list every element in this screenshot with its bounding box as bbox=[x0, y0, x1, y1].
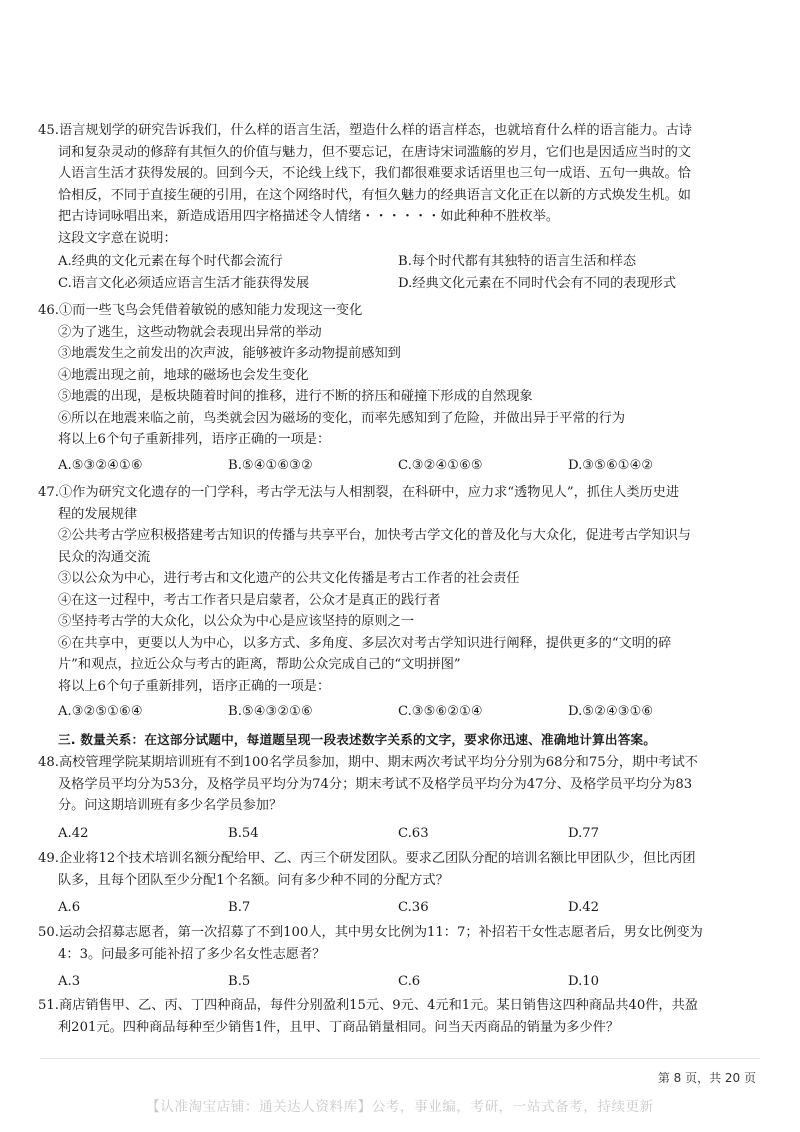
question-49-options bbox=[38, 897, 766, 919]
option-d: D.42 bbox=[568, 900, 600, 915]
page-number: 第 8 页，共 20 页 bbox=[657, 1071, 756, 1085]
option-b: B.每个时代都有其独特的语言生活和样态 bbox=[398, 254, 637, 269]
option-a: A.42 bbox=[58, 825, 89, 841]
option-d: D.经典文化元素在不同时代会有不同的表现形式 bbox=[398, 275, 677, 291]
stem-line: ②公共考古学应积极搭建考古知识的传播与共享平台，加快考古学文化的普及化与大众化，促进考古学知识与 bbox=[58, 528, 691, 543]
stem-line: 语言规划学的研究告诉我们，什么样的语言生活，塑造什么样的语言样态，也就培育什么样的语言能力。古诗 bbox=[58, 123, 692, 138]
question-50 bbox=[38, 922, 766, 993]
stem-line: 片”和观点，拉近公众与考古的距离，帮助公众完成自己的“文明拼图” bbox=[58, 657, 461, 672]
question-number: 51. bbox=[38, 998, 59, 1013]
stem-line: 商店销售甲、乙、丙、丁四种商品，每件分别盈利15元、9元、4元和1元。某日销售这四种商品共40件，共盈 bbox=[58, 998, 698, 1013]
question-46-options bbox=[38, 455, 766, 477]
stem-line: 这段文字意在说明： bbox=[58, 230, 177, 246]
option-c: C.③②④①⑥⑤ bbox=[398, 457, 483, 473]
option-d: D.10 bbox=[568, 974, 600, 989]
option-b: B.54 bbox=[228, 825, 259, 841]
footer-divider bbox=[40, 1058, 760, 1059]
stem-line: 人语言生活才获得发展的。回到今天，不论线上线下，我们都很难要求话语里也三句一成语、五句一典故。恰 bbox=[58, 166, 691, 181]
stem-line: ④地震出现之前，地球的磁场也会发生变化 bbox=[58, 367, 309, 383]
option-b: B.⑤④①⑥③② bbox=[228, 457, 313, 473]
stem-line: 恰相反，不同于直接生硬的引用，在这个网络时代，有恒久魅力的经典语言文化正在以新的方式焕发生机。如 bbox=[58, 187, 691, 203]
question-45 bbox=[38, 120, 766, 294]
option-a: A.⑤③②④①⑥ bbox=[58, 457, 143, 473]
section-heading: 三. 数量关系：在这部分试题中，每道题呈现一段表述数字关系的文字，要求你迅速、准确地计算出答案。 bbox=[58, 732, 657, 747]
stem-line: ③地震发生之前发出的次声波，能够被许多动物提前感知到 bbox=[58, 346, 401, 361]
stem-line: ⑤坚持考古学的大众化，以公众为中心是应该坚持的原则之一 bbox=[58, 614, 415, 629]
stem-line: 将以上6个句子重新排列，语序正确的一项是： bbox=[58, 678, 331, 694]
question-49 bbox=[38, 848, 766, 919]
option-b: B.5 bbox=[228, 974, 251, 989]
option-a: A.经典的文化元素在每个时代都会流行 bbox=[58, 254, 283, 269]
question-number: 46. bbox=[38, 303, 59, 318]
stem-line: 词和复杂灵动的修辞有其恒久的价值与魅力，但不要忘记，在唐诗宋词滥觞的岁月，它们也是因适应当时的文 bbox=[58, 144, 691, 160]
question-number: 45. bbox=[38, 123, 59, 138]
stem-line: ⑥在共享中，更要以人为中心，以多方式、多角度、多层次对考古学知识进行阐释，提供更多的“文明的碎 bbox=[58, 635, 672, 651]
option-a: A.③②⑤①⑥④ bbox=[58, 704, 143, 719]
option-d: D.77 bbox=[568, 825, 600, 841]
watermark-text: 【认准淘宝店铺：通关达人资料库】公考，事业编，考研，一站式备考，持续更新 bbox=[146, 1099, 654, 1115]
stem-line: 队多，且每个团队至少分配1个名额。问有多少种不同的分配方式？ bbox=[58, 872, 449, 888]
option-d: D.③⑤⑥①④② bbox=[568, 457, 654, 473]
option-c: C.63 bbox=[398, 825, 429, 841]
option-c: C.③⑤⑥②①④ bbox=[398, 704, 483, 719]
stem-line: 及格学员平均分为53分，及格学员平均分为74分；期末考试不及格学员平均分为47分、及格学员平均分为83 bbox=[58, 776, 693, 792]
question-50-options bbox=[38, 971, 766, 993]
stem-line: ③以公众为中心，进行考古和文化遗产的公共文化传播是考古工作者的社会责任 bbox=[58, 571, 520, 586]
option-d: D.⑤②④③①⑥ bbox=[568, 704, 654, 719]
question-number: 49. bbox=[38, 851, 59, 866]
stem-line: 分。问这期培训班有多少名学员参加？ bbox=[58, 798, 283, 813]
question-number: 50. bbox=[38, 925, 59, 940]
stem-line: 运动会招募志愿者，第一次招募了不到100人，其中男女比例为11：7；补招若干女性志愿者后，男女比例变为 bbox=[58, 925, 703, 940]
option-a: A.3 bbox=[58, 974, 81, 989]
option-b: B.7 bbox=[228, 900, 251, 915]
question-48-options bbox=[38, 823, 766, 845]
question-46 bbox=[38, 300, 766, 476]
question-48 bbox=[38, 752, 766, 844]
stem-line: ⑥所以在地震来临之前，鸟类就会因为磁场的变化，而率先感知到了危险，并做出异于平常的行为 bbox=[58, 410, 626, 426]
question-number: 48. bbox=[38, 755, 59, 770]
stem-line: 4：3。问最多可能补招了多少名女性志愿者？ bbox=[58, 946, 326, 962]
stem-line: ④在这一过程中，考古工作者只是启蒙者，公众才是真正的践行者 bbox=[58, 592, 441, 608]
stem-line: 民众的沟通交流 bbox=[58, 549, 151, 565]
option-c: C.语言文化必须适应语言生活才能获得发展 bbox=[58, 275, 310, 291]
stem-line: 程的发展规律 bbox=[58, 506, 138, 522]
option-c: C.36 bbox=[398, 900, 429, 915]
option-b: B.⑤④③②①⑥ bbox=[228, 704, 313, 719]
question-47-options bbox=[38, 701, 766, 723]
stem-line: 把古诗词咏唱出来，新造成语用四字格描述令人情绪・・・・・・如此种种不胜枚举。 bbox=[58, 209, 560, 224]
question-51 bbox=[38, 995, 766, 1038]
question-number: 47. bbox=[38, 485, 59, 500]
stem-line: 高校管理学院某期培训班有不到100名学员参加，期中、期末两次考试平均分分别为68分和75分，期中考试不 bbox=[58, 755, 698, 770]
stem-line: 企业将12个技术培训名额分配给甲、乙、丙三个研发团队。要求乙团队分配的培训名额比甲团队少，但比丙团 bbox=[58, 851, 696, 866]
question-45-options bbox=[38, 251, 766, 294]
stem-line: ②为了逃生，这些动物就会表现出异常的举动 bbox=[58, 324, 322, 340]
option-a: A.6 bbox=[58, 900, 81, 915]
option-c: C.6 bbox=[398, 974, 421, 989]
stem-line: 将以上6个句子重新排列，语序正确的一项是： bbox=[58, 432, 331, 447]
question-45-stem bbox=[38, 120, 766, 249]
stem-line: ①作为研究文化遗存的一门学科，考古学无法与人相割裂，在科研中，应力求“透物见人”，抓住人类历史进 bbox=[58, 485, 680, 500]
stem-line: ①而一些飞鸟会凭借着敏锐的感知能力发现这一变化 bbox=[58, 303, 363, 318]
question-47 bbox=[38, 482, 766, 723]
stem-line: 利201元。四种商品每种至少销售1件，且甲、丁商品销量相同。问当天丙商品的销量为多少件？ bbox=[58, 1019, 620, 1035]
stem-line: ⑤地震的出现，是板块随着时间的推移，进行不断的挤压和碰撞下形成的自然现象 bbox=[58, 389, 533, 404]
